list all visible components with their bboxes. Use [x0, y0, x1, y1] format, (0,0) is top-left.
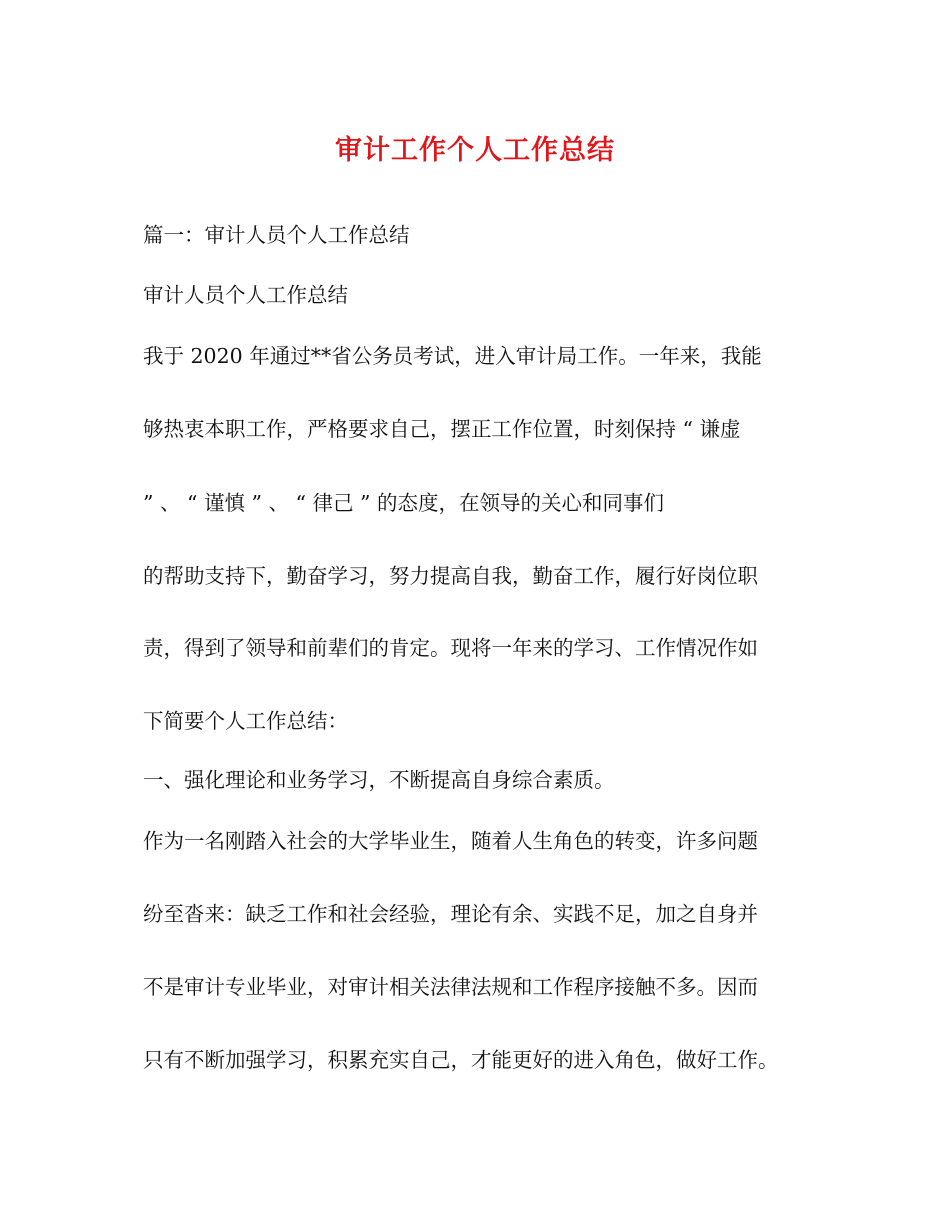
section-heading-2: 一、强化理论和业务学习，不断提高自身综合素质。: [143, 768, 615, 792]
paragraph-line: 够热衷本职工作，严格要求自己，摆正工作位置，时刻保持 “ 谦虚: [143, 417, 741, 441]
document-title: 审计工作个人工作总结: [335, 135, 615, 166]
paragraph-line: 我于 2020 年通过**省公务员考试，进入审计局工作。一年来，我能: [143, 344, 762, 368]
paragraph-line: 不是审计专业毕业，对审计相关法律法规和工作程序接触不多。因而: [143, 975, 758, 999]
paragraph-line: 责，得到了领导和前辈们的肯定。现将一年来的学习、工作情况作如: [143, 636, 758, 660]
paragraph-line: 作为一名刚踏入社会的大学毕业生，随着人生角色的转变，许多问题: [143, 829, 758, 853]
subheading: 审计人员个人工作总结: [143, 283, 348, 307]
paragraph-line: 下简要个人工作总结：: [143, 709, 348, 733]
paragraph-line: 纷至沓来：缺乏工作和社会经验，理论有余、实践不足，加之自身并: [143, 902, 758, 926]
section-heading-1: 篇一：审计人员个人工作总结: [143, 223, 410, 247]
paragraph-line: 的帮助支持下，勤奋学习，努力提高自我，勤奋工作，履行好岗位职: [143, 564, 758, 588]
paragraph-line: 只有不断加强学习，积累充实自己，才能更好的进入角色，做好工作。: [143, 1048, 779, 1072]
paragraph-line: ” 、 “ 谨慎 ” 、 “ 律己 ” 的态度，在领导的关心和同事们: [143, 491, 665, 515]
